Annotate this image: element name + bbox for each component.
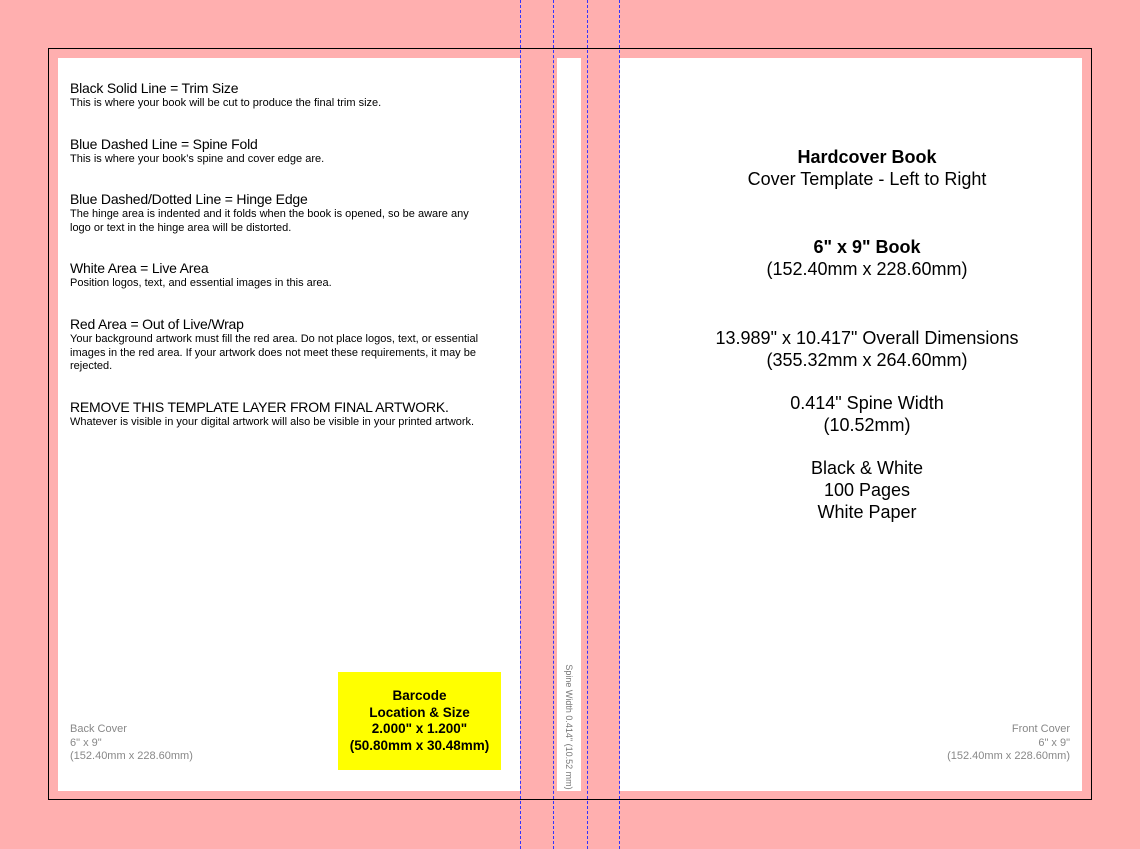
hinge-edge-line-right	[619, 0, 620, 849]
legend-title: White Area = Live Area	[70, 260, 209, 277]
barcode-size-inches: 2.000" x 1.200"	[371, 721, 468, 736]
spine-width: 0.414" Spine Width	[790, 393, 944, 413]
paper-type: White Paper	[817, 502, 917, 522]
legend-title: REMOVE THIS TEMPLATE LAYER FROM FINAL ARTWORK.	[70, 398, 449, 415]
legend-item	[70, 136, 480, 167]
back-cover-title: Back Cover	[70, 723, 127, 735]
page-count: 100 Pages	[823, 480, 911, 500]
legend-item	[70, 260, 480, 291]
legend-description: Your background artwork must fill the red area. Do not place logos, text, or essential images in the red area. If your artwork does not meet these requirements, it may be rejected.	[70, 332, 479, 373]
legend-title: Red Area = Out of Live/Wrap	[70, 315, 244, 332]
barcode-label: Barcode	[392, 688, 447, 703]
back-cover-label	[70, 723, 193, 764]
legend-item	[70, 80, 480, 111]
legend-description: The hinge area is indented and it folds when the book is opened, so be aware any logo or text in the hinge area will be distorted.	[70, 208, 469, 234]
book-size-mm: (152.40mm x 228.60mm)	[766, 259, 968, 279]
hinge-edge-line-left	[520, 0, 521, 849]
template-subtitle: Cover Template - Left to Right	[747, 169, 987, 189]
legend-description: This is where your book’s spine and cover edge are.	[70, 152, 325, 165]
overall-dimensions-mm: (355.32mm x 264.60mm)	[766, 350, 968, 370]
overall-dimensions: 13.989" x 10.417" Overall Dimensions	[715, 328, 1019, 348]
legend-description: This is where your book will be cut to produce the final trim size.	[70, 97, 382, 109]
back-cover-size-mm: (152.40mm x 228.60mm)	[70, 750, 193, 763]
spine-fold-line-right	[587, 0, 588, 849]
front-cover-size: 6" x 9"	[1038, 736, 1070, 749]
legend-item	[70, 191, 480, 235]
book-size: 6" x 9" Book	[813, 237, 921, 257]
legend-title: Blue Dashed Line = Spine Fold	[70, 135, 258, 152]
template-title: Hardcover Book	[797, 147, 937, 167]
back-cover-size: 6" x 9"	[70, 736, 102, 749]
spine-width-mm: (10.52mm)	[823, 415, 911, 435]
legend-description: Position logos, text, and essential images in this area.	[70, 277, 332, 290]
barcode-area	[338, 672, 501, 770]
front-cover-label	[947, 723, 1070, 764]
front-cover-size-mm: (152.40mm x 228.60mm)	[947, 750, 1070, 763]
legend-item	[70, 399, 480, 430]
front-cover-title: Front Cover	[1011, 723, 1070, 735]
barcode-location-label: Location & Size	[369, 704, 470, 720]
template-legend	[70, 80, 480, 446]
print-color: Black & White	[810, 458, 924, 478]
legend-item	[70, 316, 480, 374]
legend-title: Black Solid Line = Trim Size	[70, 80, 239, 96]
spine-width-text: Spine Width 0.414" (10.52 mm)	[564, 664, 574, 790]
front-cover-info	[700, 146, 1034, 523]
legend-title: Blue Dashed/Dotted Line = Hinge Edge	[70, 191, 308, 208]
spine-fold-line-left	[553, 0, 554, 849]
barcode-size-mm: (50.80mm x 30.48mm)	[349, 737, 490, 753]
legend-description: Whatever is visible in your digital artwork will also be visible in your printed artwork.	[70, 415, 475, 428]
